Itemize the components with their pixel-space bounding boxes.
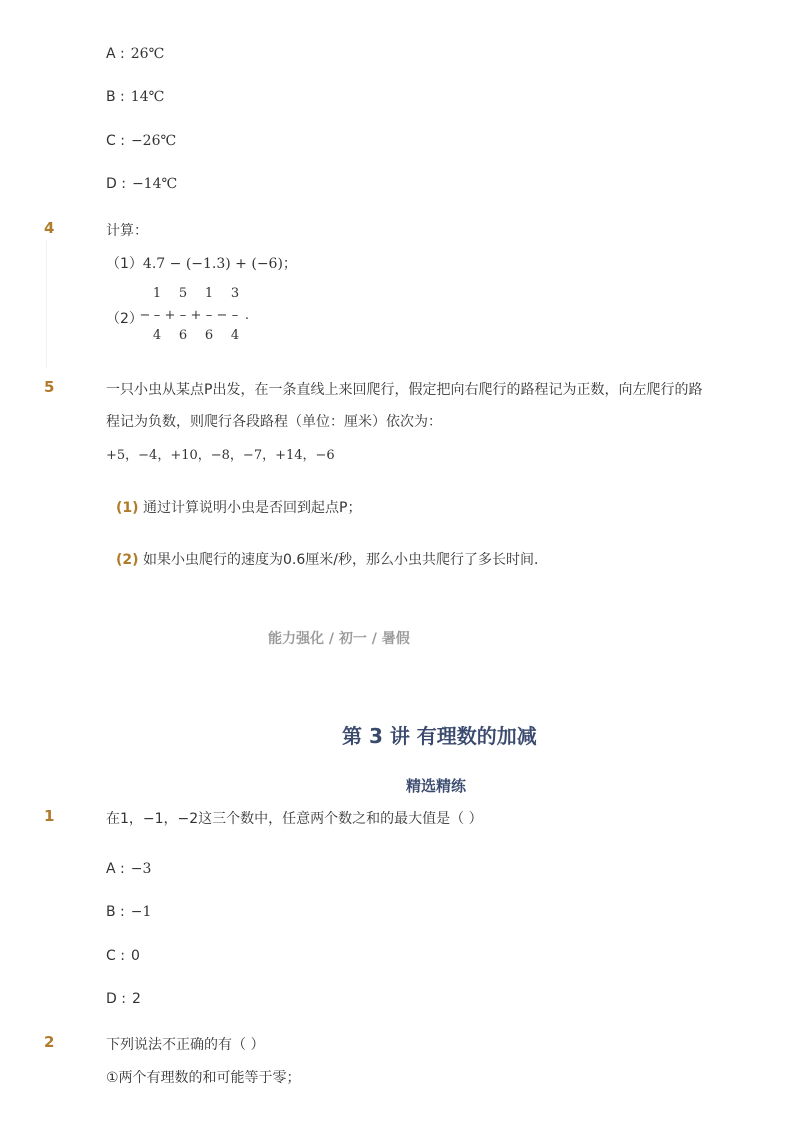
math-expression: 4.7 − (−1.3) + (−6)； xyxy=(142,256,297,272)
operator: − xyxy=(139,308,151,323)
subquestion-text: 如果小虫爬行的速度为0.6厘米/秒，那么小虫共爬行了多长时间． xyxy=(143,552,548,568)
fraction-bar: – xyxy=(153,308,161,323)
option-c[interactable] xyxy=(106,133,176,149)
fraction-numerator: 5 xyxy=(178,286,188,301)
question-divider xyxy=(46,240,47,368)
question-number: 1 xyxy=(44,807,55,825)
option-value: 0 xyxy=(130,948,140,964)
option-value: −26℃ xyxy=(130,133,177,149)
fraction-numerator: 1 xyxy=(204,286,214,301)
part-label: （1） xyxy=(106,256,143,272)
option-value: 2 xyxy=(131,991,141,1007)
subquestion-2 xyxy=(116,549,548,569)
option-label: D : xyxy=(106,991,126,1007)
question-stem: 计算： xyxy=(106,223,148,239)
fraction-denominator: 4 xyxy=(152,328,162,343)
part-label: （2） xyxy=(106,311,143,327)
fraction-bar: – xyxy=(179,308,187,323)
subquestion-label: (1) xyxy=(116,500,139,516)
option-c[interactable] xyxy=(106,948,140,964)
option-d[interactable] xyxy=(106,176,177,192)
option-label: B : xyxy=(106,904,125,920)
operator: + xyxy=(190,308,202,323)
fraction-numerator: 3 xyxy=(230,286,240,301)
fraction-denominator: 4 xyxy=(230,328,240,343)
option-value: −3 xyxy=(130,861,152,877)
question-number: 5 xyxy=(44,378,55,396)
option-label: D : xyxy=(106,176,126,192)
fraction-denominator: 6 xyxy=(178,328,188,343)
option-value: 14℃ xyxy=(130,89,165,105)
question-stem: 下列说法不正确的有（ ） xyxy=(106,1037,265,1053)
statement-item: ①两个有理数的和可能等于零； xyxy=(106,1070,301,1086)
option-value: 26℃ xyxy=(130,46,165,62)
question-stem-line: 程记为负数，则爬行各段路程（单位：厘米）依次为： xyxy=(106,414,442,430)
distance-sequence: +5，−4，+10，−8，−7，+14，−6 xyxy=(106,448,335,463)
subquestion-label: (2) xyxy=(116,552,139,568)
question-number: 4 xyxy=(44,219,55,237)
lesson-title: 第 3 讲 有理数的加减 xyxy=(342,724,537,748)
option-label: C : xyxy=(106,133,125,149)
period: . xyxy=(244,308,250,323)
option-label: B : xyxy=(106,89,125,105)
option-b[interactable] xyxy=(106,89,164,105)
option-a[interactable] xyxy=(106,46,164,62)
section-title: 精选精练 xyxy=(406,777,467,795)
page-footer: 能力强化 / 初一 / 暑假 xyxy=(268,631,410,647)
option-label: A : xyxy=(106,46,125,62)
part-1 xyxy=(106,253,297,273)
subquestion-text: 通过计算说明小虫是否回到起点P； xyxy=(143,500,362,516)
option-b[interactable] xyxy=(106,904,151,920)
question-stem-line: 一只小虫从某点P出发，在一条直线上来回爬行，假定把向右爬行的路程记为正数，向左爬行的路 xyxy=(106,382,703,398)
option-d[interactable] xyxy=(106,991,141,1007)
fraction-bar: – xyxy=(205,308,213,323)
fraction-numerator: 1 xyxy=(152,286,162,301)
option-label: C : xyxy=(106,948,125,964)
operator: + xyxy=(164,308,176,323)
question-stem: 在1，−1，−2这三个数中，任意两个数之和的最大值是（ ） xyxy=(106,811,483,827)
operator: − xyxy=(216,308,228,323)
fraction-denominator: 6 xyxy=(204,328,214,343)
question-number: 2 xyxy=(44,1033,55,1051)
option-value: −1 xyxy=(130,904,152,920)
option-value: −14℃ xyxy=(131,176,178,192)
option-label: A : xyxy=(106,861,125,877)
subquestion-1 xyxy=(116,497,361,517)
option-a[interactable] xyxy=(106,861,151,877)
fraction-bar: – xyxy=(231,308,239,323)
